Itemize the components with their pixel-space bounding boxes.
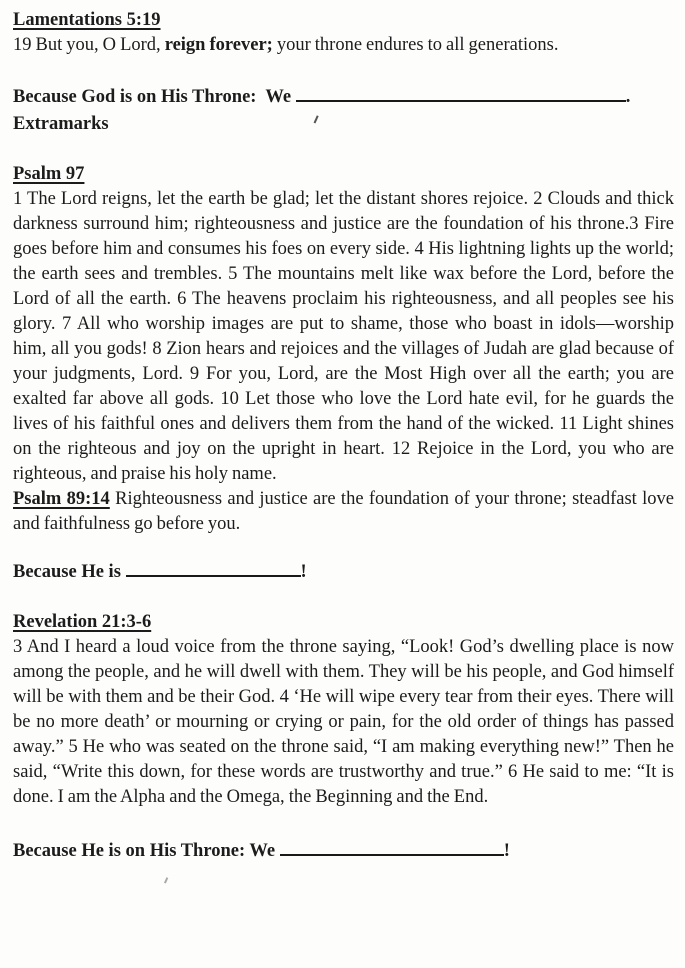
prompt2-label: Because He is	[13, 562, 126, 582]
psalm97-passage-text: 1 The Lord reigns, let the earth be glad; let the distant shores rejoice. 2 Clouds and thick darkness surround him; righteousness and justice are the foundation of his throne.3 Fire goes before him and consumes his foes on every side. 4 His lightning lights up the world; the earth sees and trembles. 5 The mountains melt like wax before the Lord, before the Lord of all the earth. 6 The heavens proclaim his righteousness, and all peoples see his glory. 7 All who worship images are put to shame, those who boast in idols—worship him, all you gods! 8 Zion hears and rejoices and the villages of Judah are glad because of your judgments, Lord. 9 For you, Lord, are the Most High over all the earth; you are exalted far above all gods. 10 Let those who love the Lord hate evil, for he guards the lives of his faithful ones and delivers them from the hand of the wicked. 11 Light shines on the righteous and joy on the upright in heart. 12 Rejoice in the Lord, you who are righteous, and praise his holy name.	[13, 189, 674, 484]
section-psalm97	[13, 162, 674, 487]
lamentations-verse-text	[13, 33, 674, 58]
verse-suffix: your throne endures to all generations.	[272, 35, 559, 55]
scan-artifact-dot	[164, 877, 171, 885]
fill-in-blank-1[interactable]	[296, 98, 626, 102]
fill-in-prompt-1: Because God is on His Throne: We . Extramarks	[13, 87, 631, 134]
prompt2-suffix: !	[300, 562, 307, 582]
prompt3-label: Because He is on His Throne: We	[13, 841, 280, 861]
heading-revelation: Revelation 21:3-6	[13, 612, 152, 632]
heading-psalm89: Psalm 89:14	[13, 489, 110, 509]
fill-in-prompt-3	[13, 838, 674, 865]
revelation-passage-text: 3 And I heard a loud voice from the throne saying, “Look! God’s dwelling place is now among the people, and he will dwell with them. They will be his people, and God himself will be with them and be their God. 4 ‘He will wipe every tear from their eyes. There will be no more death’ or mourning or crying or pain, for the old order of things has passed away.” 5 He who was seated on the throne said, “I am making everything new!” Then he said, “Write this down, for these words are trustworthy and true.” 6 He said to me: “It is done. I am the Alpha and the Omega, the Beginning and the End.	[13, 637, 674, 807]
prompt1-label: Because God is on His Throne: We	[13, 87, 296, 107]
verse-prefix: 19 But you, O Lord,	[13, 35, 165, 55]
prompt1-suffix: .	[625, 87, 631, 107]
psalm89-passage-text: Righteousness and justice are the foundation of your throne; steadfast love and faithfulness go before you.	[13, 489, 674, 534]
heading-lamentations: Lamentations 5:19	[13, 10, 161, 30]
fill-in-prompt-2	[13, 559, 674, 586]
scan-artifact-tick	[314, 115, 322, 124]
verse-bold-phrase: reign forever;	[164, 35, 273, 55]
fill-in-blank-2[interactable]	[126, 573, 301, 577]
section-lamentations	[13, 8, 674, 58]
psalm89-paragraph	[13, 487, 674, 537]
section-revelation	[13, 610, 674, 810]
heading-psalm97: Psalm 97	[13, 164, 85, 184]
prompt3-suffix: !	[503, 841, 510, 861]
fill-in-blank-3[interactable]	[280, 852, 504, 856]
